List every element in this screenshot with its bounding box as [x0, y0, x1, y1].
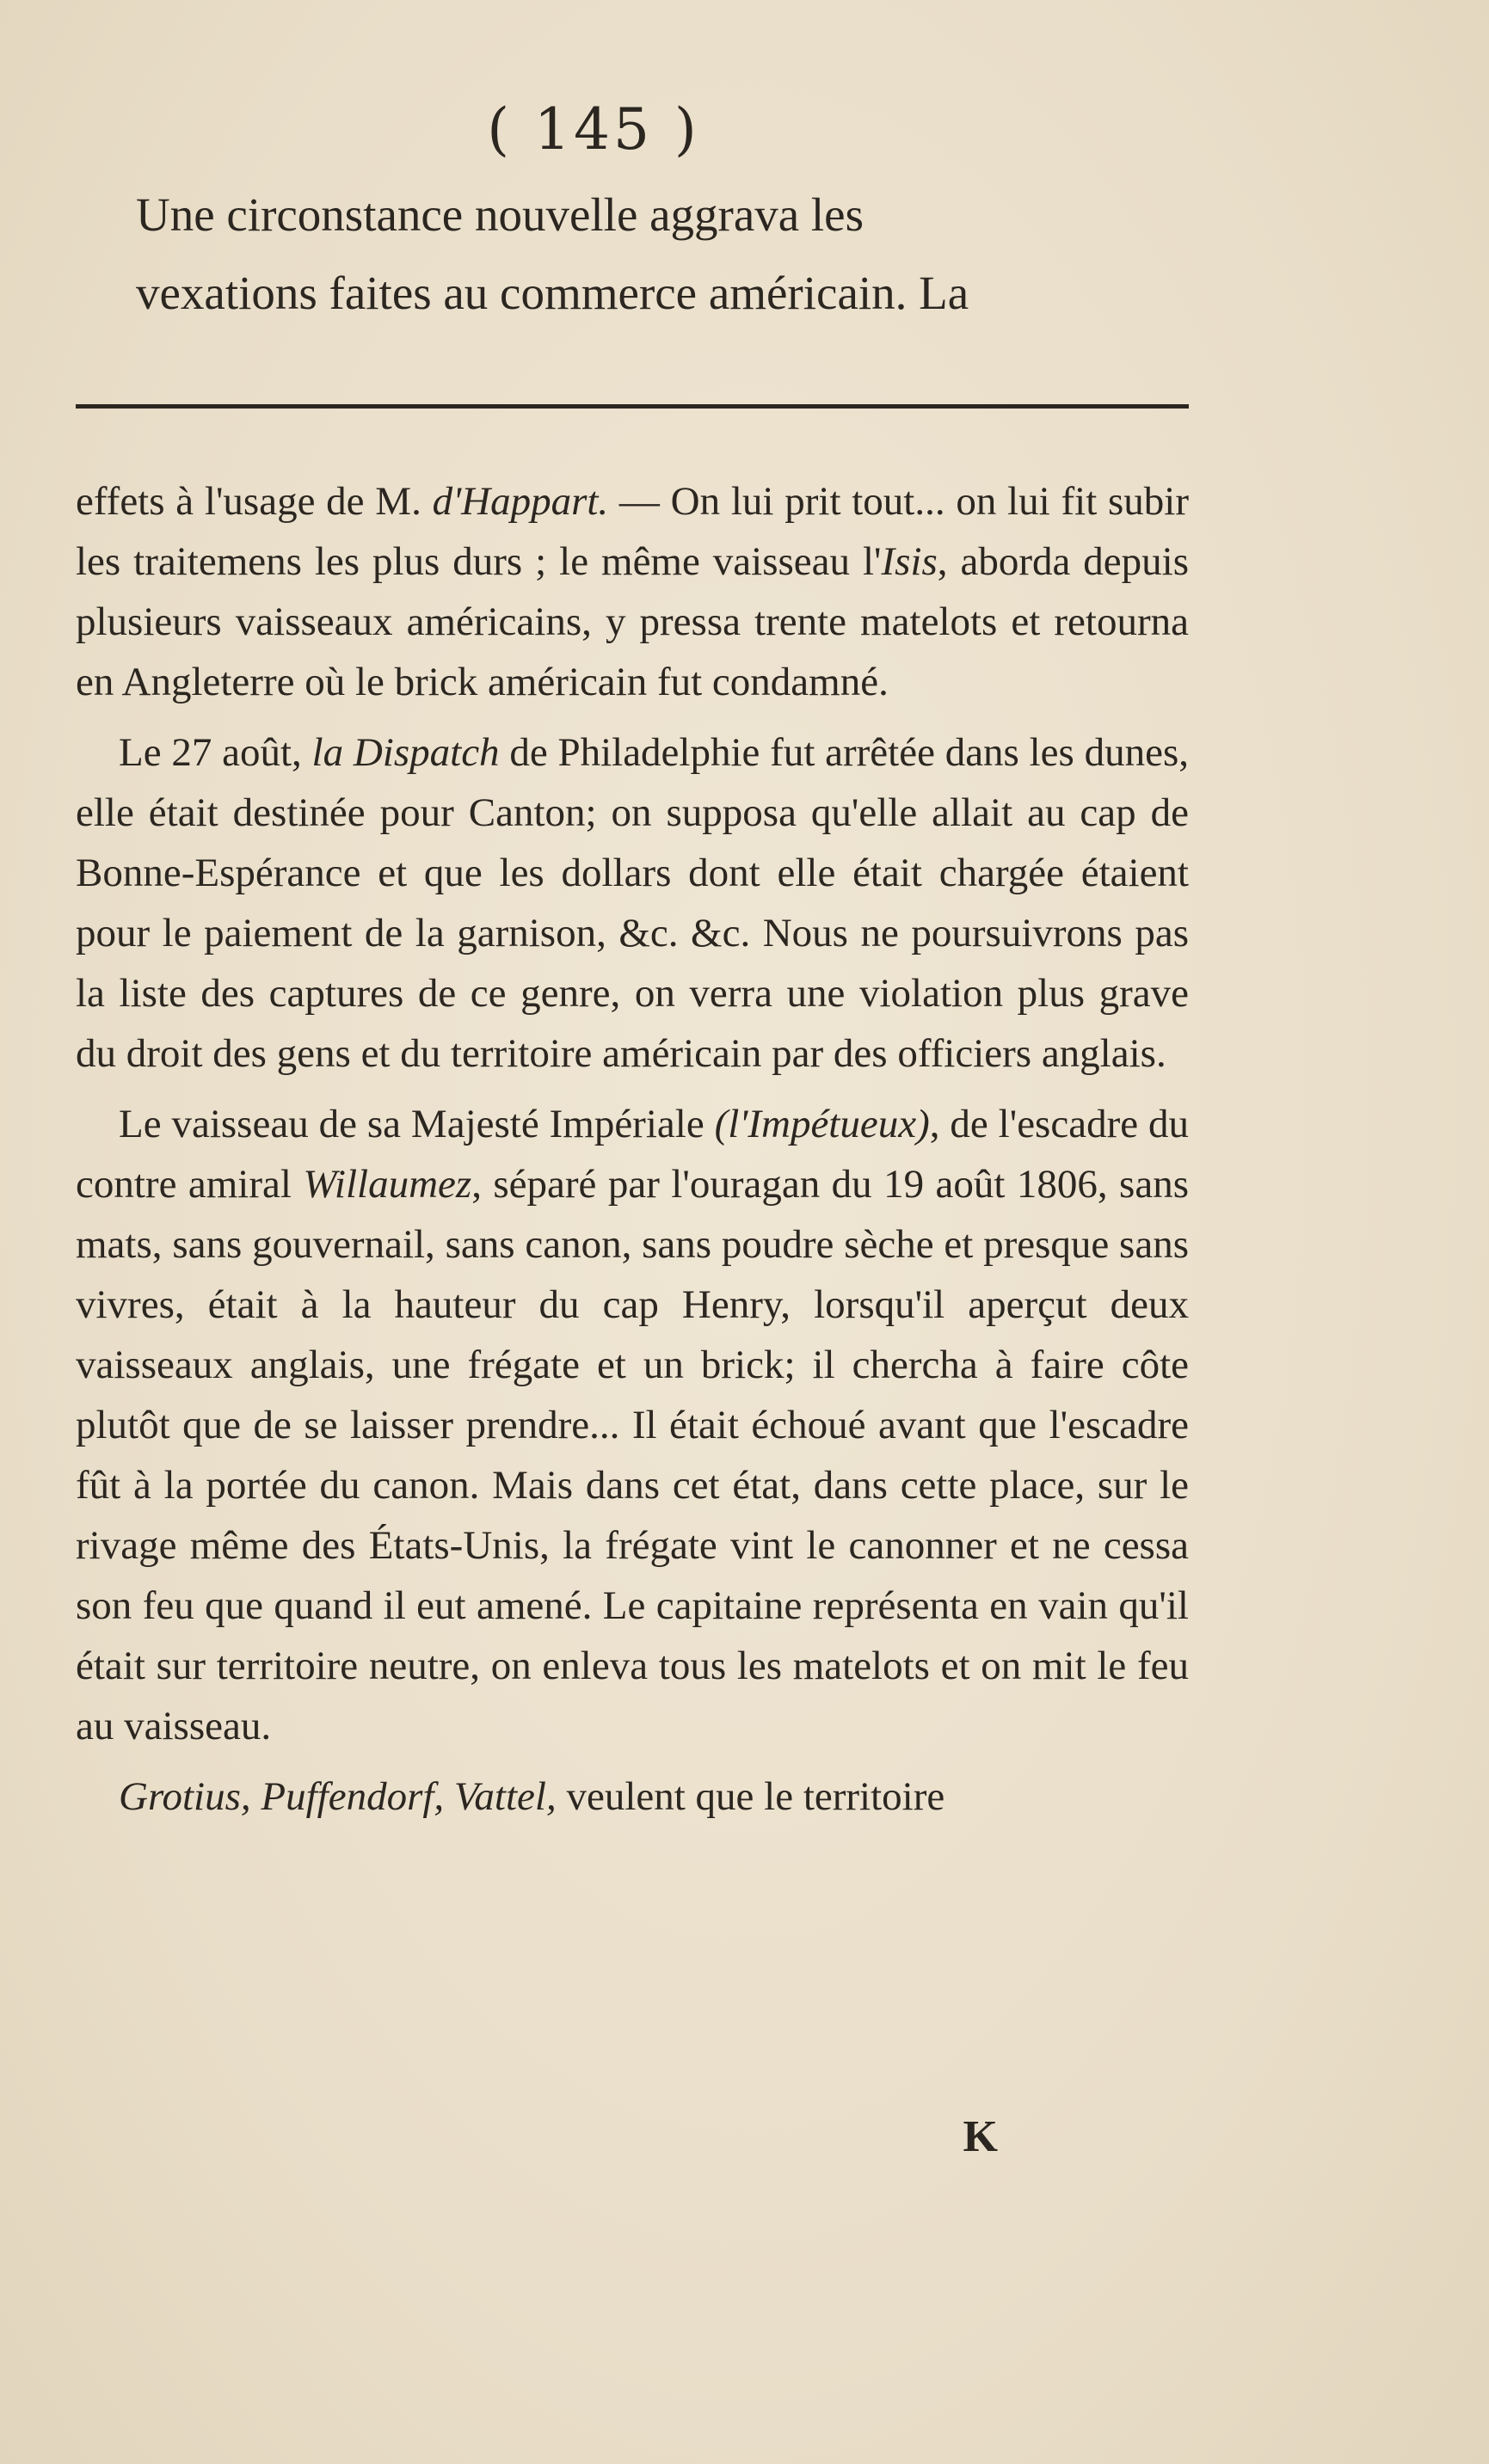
italic-ship-name: Isis [881, 539, 938, 584]
footnote-paragraph-3 [76, 1094, 1189, 1756]
text-run: , de l'escadre du contre amiral [76, 1102, 1189, 1207]
signature-mark: K [963, 2112, 998, 2161]
footnote-paragraph-4 [76, 1767, 1189, 1827]
footnote-paragraph-2 [76, 722, 1189, 1084]
main-text [136, 175, 1196, 332]
text-run: , séparé par l'ouragan du 19 août 1806, sans mats, sans gouvernail, sans canon, sans poudre sèche et presque sans vivres, était à la hauteur du cap Henry, lorsqu'il aperçut deux vaisseaux anglais, une frégate et un brick; il chercha à faire côte plutôt que de se laisser prendre... Il était échoué avant que l'escadre fût à la portée du canon. Mais dans cet état, dans cette place, sur le rivage même des États-Unis, la frégate vint le canonner et ne cessa son feu que quand il eut amené. Le capitaine représenta en vain qu'il était sur territoire neutre, on enleva tous les matelots et on mit le feu au vaisseau. [76, 1162, 1189, 1748]
text-run: , aborda depuis plusieurs vaisseaux américains, y pressa trente matelots et retourna en Angleterre où le brick américain fut condamné. [76, 539, 1189, 704]
footnote-divider [76, 404, 1189, 409]
text-run: Le vaisseau de sa Majesté Impériale [119, 1102, 715, 1146]
italic-ship-name: la Dispatch [311, 730, 500, 775]
italic-ship-name: (l'Impétueux) [714, 1102, 930, 1146]
text-run: effets à l'usage de M. [76, 479, 433, 524]
page-number: ( 145 ) [487, 96, 700, 163]
italic-authors: Grotius, Puffendorf, Vattel, [119, 1774, 557, 1819]
italic-name: d'Happart. [432, 479, 609, 524]
text-run: Le 27 août, [119, 730, 312, 775]
text-run: veulent que le territoire [556, 1774, 945, 1819]
main-text-line-2: vexations faites au commerce américain. La [136, 267, 969, 319]
main-text-line-1: Une circonstance nouvelle aggrava les [136, 188, 864, 241]
text-run: de Philadelphie fut arrêtée dans les dunes, elle était destinée pour Canton; on supposa qu'elle allait au cap de Bonne-Espérance et que les dollars dont elle était chargée étaient pour le paiement de la garnison, &c. &c. Nous ne poursuivrons pas la liste des captures de ce genre, on verra une violation plus grave du droit des gens et du territoire américain par des officiers anglais. [76, 730, 1189, 1076]
italic-name: Willaumez [303, 1162, 472, 1207]
footnote-text [76, 471, 1189, 1827]
footnote-paragraph-1 [76, 471, 1189, 712]
text-run: — On lui prit tout... on lui fit subir les traitemens les plus durs ; le même vaisseau l' [76, 479, 1189, 584]
